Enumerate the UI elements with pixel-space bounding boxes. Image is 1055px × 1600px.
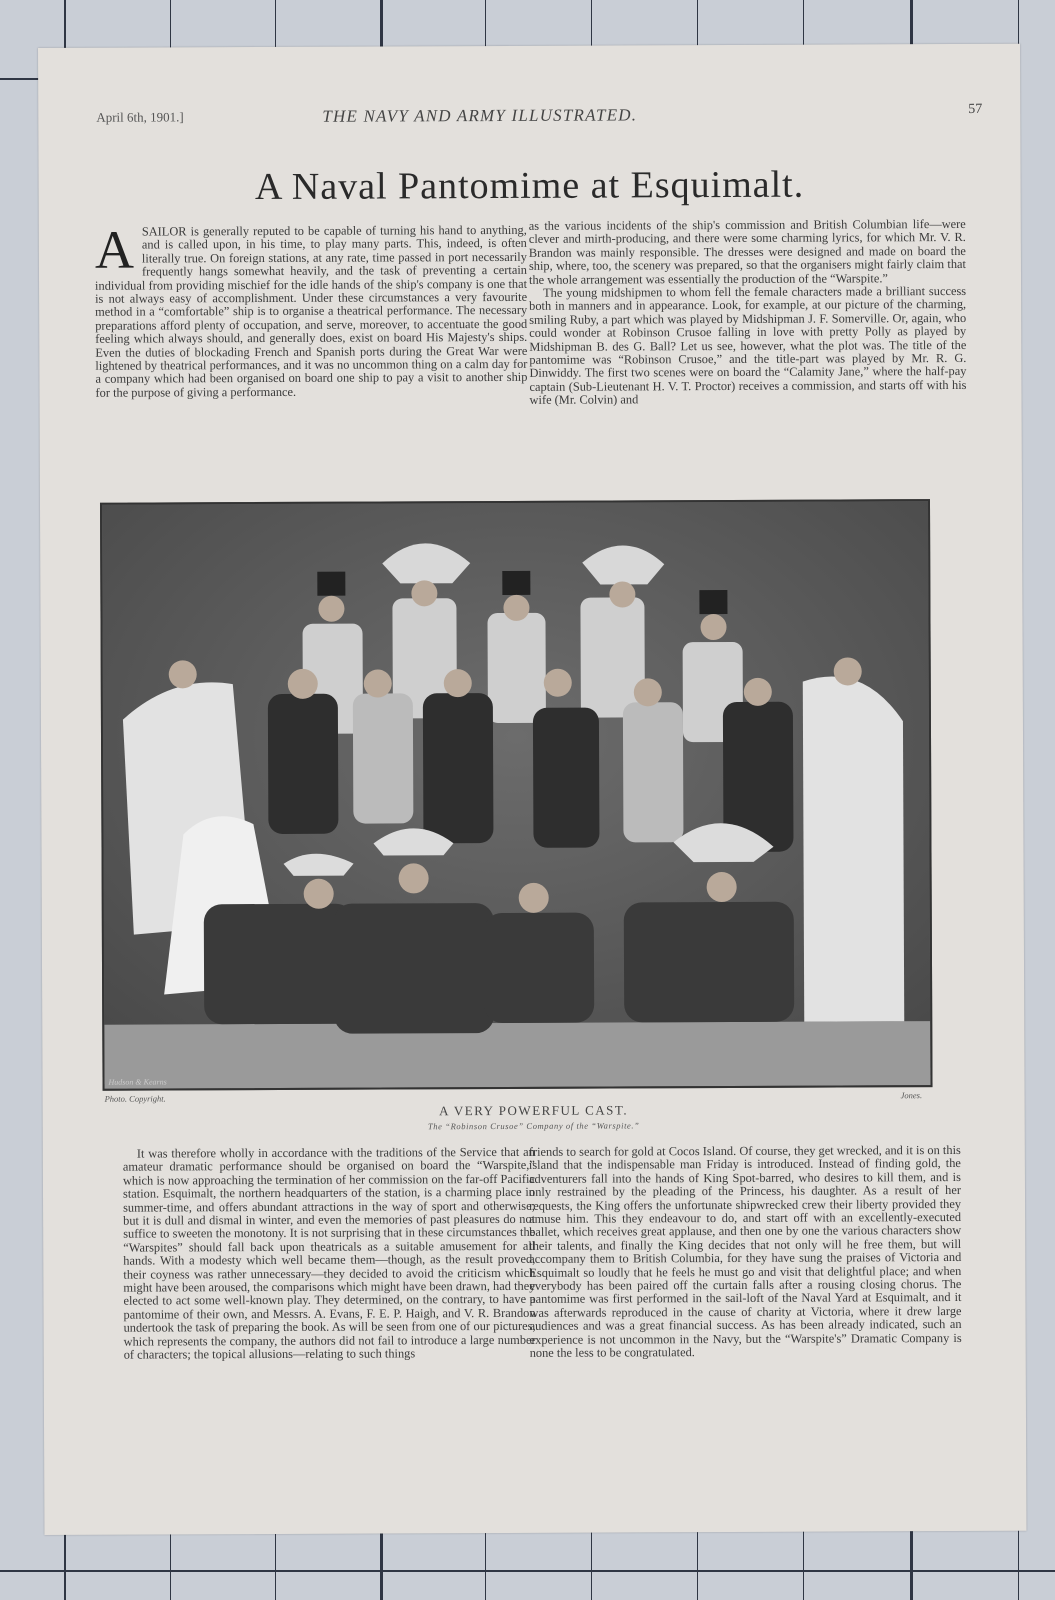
drop-cap: A — [94, 219, 135, 280]
figure-caption: A VERY POWERFUL CAST. — [439, 1102, 629, 1119]
magazine-page — [38, 44, 1026, 1535]
photo-illustration — [102, 501, 931, 1089]
article-column-2 — [529, 218, 967, 408]
cast-photograph — [100, 499, 933, 1091]
paragraph: The young midshipmen to whom fell the female characters made a brilliant success both in manners and in appearance. Look, for example, at our picture of the charming, smiling Ruby, a part which was played by Midshipman J. F. Somerville. Or, again, who could wonder at Robinson Crusoe falling in love with pretty Polly as played by Midshipman B. des G. Ball? Let us see, however, what the plot was. The title of the pantomime was “Robinson Crusoe,” and the title-part was played by Mr. R. G. Dinwiddy. The first two scenes were on board the “Calamity Jane,” where the half-pay captain (Sub-Lieutenant H. V. T. Proctor) receives a commission, and starts off with his wife (Mr. Colvin) and — [529, 283, 967, 408]
paragraph: It was therefore wholly in accordance with the traditions of the Service that an amateur dramatic performance should be organised on board the “Warspite,” which is now approaching the termination of her commission on the far-off Pacific station. Esquimalt, the northern headquarters of the station, is a charming place in summer-time, and offers abundant attractions in the way of sport and otherwise; but it is dull and dismal in winter, and even the memories of past pleasures do not suffice to sweeten the monotony. It is not surprising that in these circumstances the “Warspites” should fall back upon theatricals as a suitable amusement for all hands. With a modesty which well became them—though, as the result proved, their coyness was rather unnecessary—they decided to avoid the criticism which might have been aroused, the comparisons which might have been drawn, had they elected to act some well-known play. They determined, on the contrary, to have a pantomime of their own, and Messrs. A. Evans, F. E. P. Haigh, and V. R. Brandon undertook the task of preparing the book. As will be seen from one of our pictures, which represents the company, the authors did not fail to introduce a large number of characters; the topical allusions—relating to such things — [122, 1144, 536, 1362]
article-column-4 — [529, 1144, 962, 1360]
paragraph: as the various incidents of the ship's commission and British Columbian life—were clever and mirth-producing, and there were some charming lyrics, for which Mr. V. R. Brandon was mainly responsible. The dresses were designed and made on board the ship, where, too, the scenery was prepared, so that the organisers might fairly claim that the whole arrangement was essentially the production of the “Warspite.” — [528, 216, 966, 287]
engraver-credit: Jones. — [900, 1090, 923, 1101]
grid-line — [0, 1570, 1055, 1572]
photographer-mark: Hudson & Kearns — [108, 1077, 167, 1087]
article-column-1 — [94, 219, 528, 400]
article-column-3 — [123, 1146, 536, 1362]
grid-line — [0, 78, 40, 80]
paragraph: friends to search for gold at Cocos Island. Of course, they get wrecked, and it is on this island that the indispensable man Friday is introduced. Instead of finding gold, the adventurers fall into the hands of King Spot-barred, who desires to kill them, and is only restrained by the pleading of the Princess, his daughter. As a result of her requests, the King offers the unfortunate shipwrecked crew their liberty provided they amuse him. This they endeavour to do, and start off with an excellently-executed ballet, which receives great applause, and then one by one the various characters show their talents, and finally the King decides that not only will he free them, but will accompany them to British Columbia, for they have sung the praises of Victoria and Esquimalt so loudly that he feels he must go and visit that delightful place; and when everybody has been paired off the curtain falls after a rousing closing chorus. The pantomime was first performed in the sail-loft of the Naval Yard at Esquimalt, and it was afterwards reproduced in the cause of charity at Victoria, where it drew large audiences and was a great financial success. As has been already indicated, such an experience is not uncommon in the Navy, but the “Warspite's” Dramatic Company is none the less to be congratulated. — [528, 1142, 962, 1360]
page-number: 57 — [968, 101, 983, 117]
running-header — [96, 101, 986, 132]
figure-subcaption: The “Robinson Crusoe” Company of the “Warspite.” — [427, 1120, 640, 1132]
publication-title: THE NAVY AND ARMY ILLUSTRATED. — [322, 105, 638, 126]
article-title: A Naval Pantomime at Esquimalt. — [254, 163, 805, 209]
paragraph: SAILOR is generally reputed to be capable of turning his hand to anything, and is called upon, in his time, to play many parts. This, indeed, is often literally true. On foreign stations, at any rate, time passed in port necessarily frequently hangs somewhat heavily, and the task of preventing a certain individual from providing mischief for the idle hands of the ship's company is one that is not always easy of accomplishment. Under these circumstances a very favourite method in a “comfortable” ship is to organise a theatrical performance. The necessary preparations afford plenty of occupation, and serve, moreover, to accentuate the good feeling which always should, and generally does, exist on board His Majesty's ships. Even the duties of blockading French and Spanish ports during the Great War were lightened by theatrical performances, and it was no uncommon thing on a calm day for a company which had been organised on board one ship to pay a visit to another ship for the purpose of giving a performance. — [95, 222, 528, 400]
photo-credit: Photo. Copyright. — [104, 1093, 166, 1104]
issue-date: April 6th, 1901.] — [96, 109, 184, 125]
